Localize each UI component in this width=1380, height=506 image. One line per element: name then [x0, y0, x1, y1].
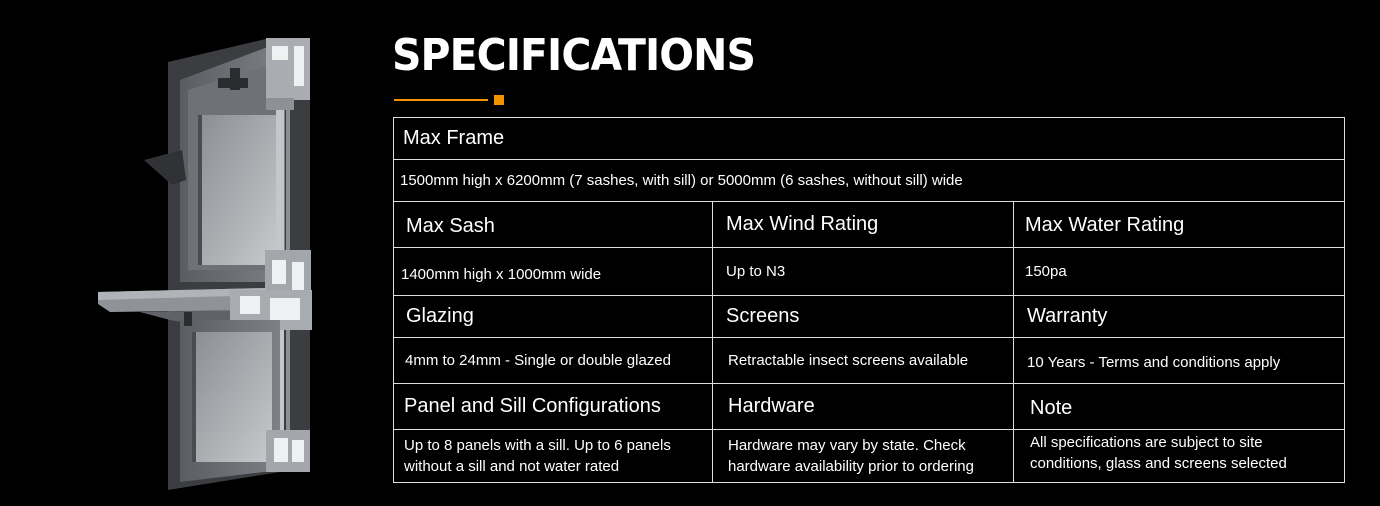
glazing-value: 4mm to 24mm - Single or double glazed [394, 338, 713, 384]
warranty-label: Warranty [1014, 296, 1345, 338]
max-water-rating-value: 150pa [1014, 248, 1345, 296]
panel-sill-configurations-label: Panel and Sill Configurations [394, 384, 713, 430]
max-frame-value: 1500mm high x 6200mm (7 sashes, with sill) or 5000mm (6 sashes, without sill) wide [394, 160, 1345, 202]
glazing-label: Glazing [394, 296, 713, 338]
screens-label: Screens [713, 296, 1014, 338]
title-accent-line [394, 99, 488, 101]
note-value: All specifications are subject to site conditions, glass and screens selected [1014, 430, 1345, 483]
hardware-value: Hardware may vary by state. Check hardware availability prior to ordering [713, 430, 1014, 483]
table-row [394, 338, 1345, 384]
table-row [394, 296, 1345, 338]
warranty-value: 10 Years - Terms and conditions apply [1014, 338, 1345, 384]
specifications-table [393, 117, 1345, 483]
note-label: Note [1014, 384, 1345, 430]
max-frame-label: Max Frame [394, 118, 1345, 160]
screens-value: Retractable insect screens available [713, 338, 1014, 384]
max-sash-value: 1400mm high x 1000mm wide [394, 248, 713, 296]
page-title: SPECIFICATIONS [392, 30, 756, 81]
max-sash-label: Max Sash [394, 202, 713, 248]
table-row [394, 384, 1345, 430]
title-accent-square [494, 95, 504, 105]
hardware-label: Hardware [713, 384, 1014, 430]
table-row [394, 248, 1345, 296]
max-wind-rating-value: Up to N3 [713, 248, 1014, 296]
window-product-image [80, 20, 340, 490]
max-wind-rating-label: Max Wind Rating [713, 202, 1014, 248]
table-row [394, 160, 1345, 202]
panel-sill-configurations-value: Up to 8 panels with a sill. Up to 6 panels without a sill and not water rated [394, 430, 713, 483]
max-water-rating-label: Max Water Rating [1014, 202, 1345, 248]
table-row [394, 202, 1345, 248]
table-row [394, 430, 1345, 483]
table-row [394, 118, 1345, 160]
